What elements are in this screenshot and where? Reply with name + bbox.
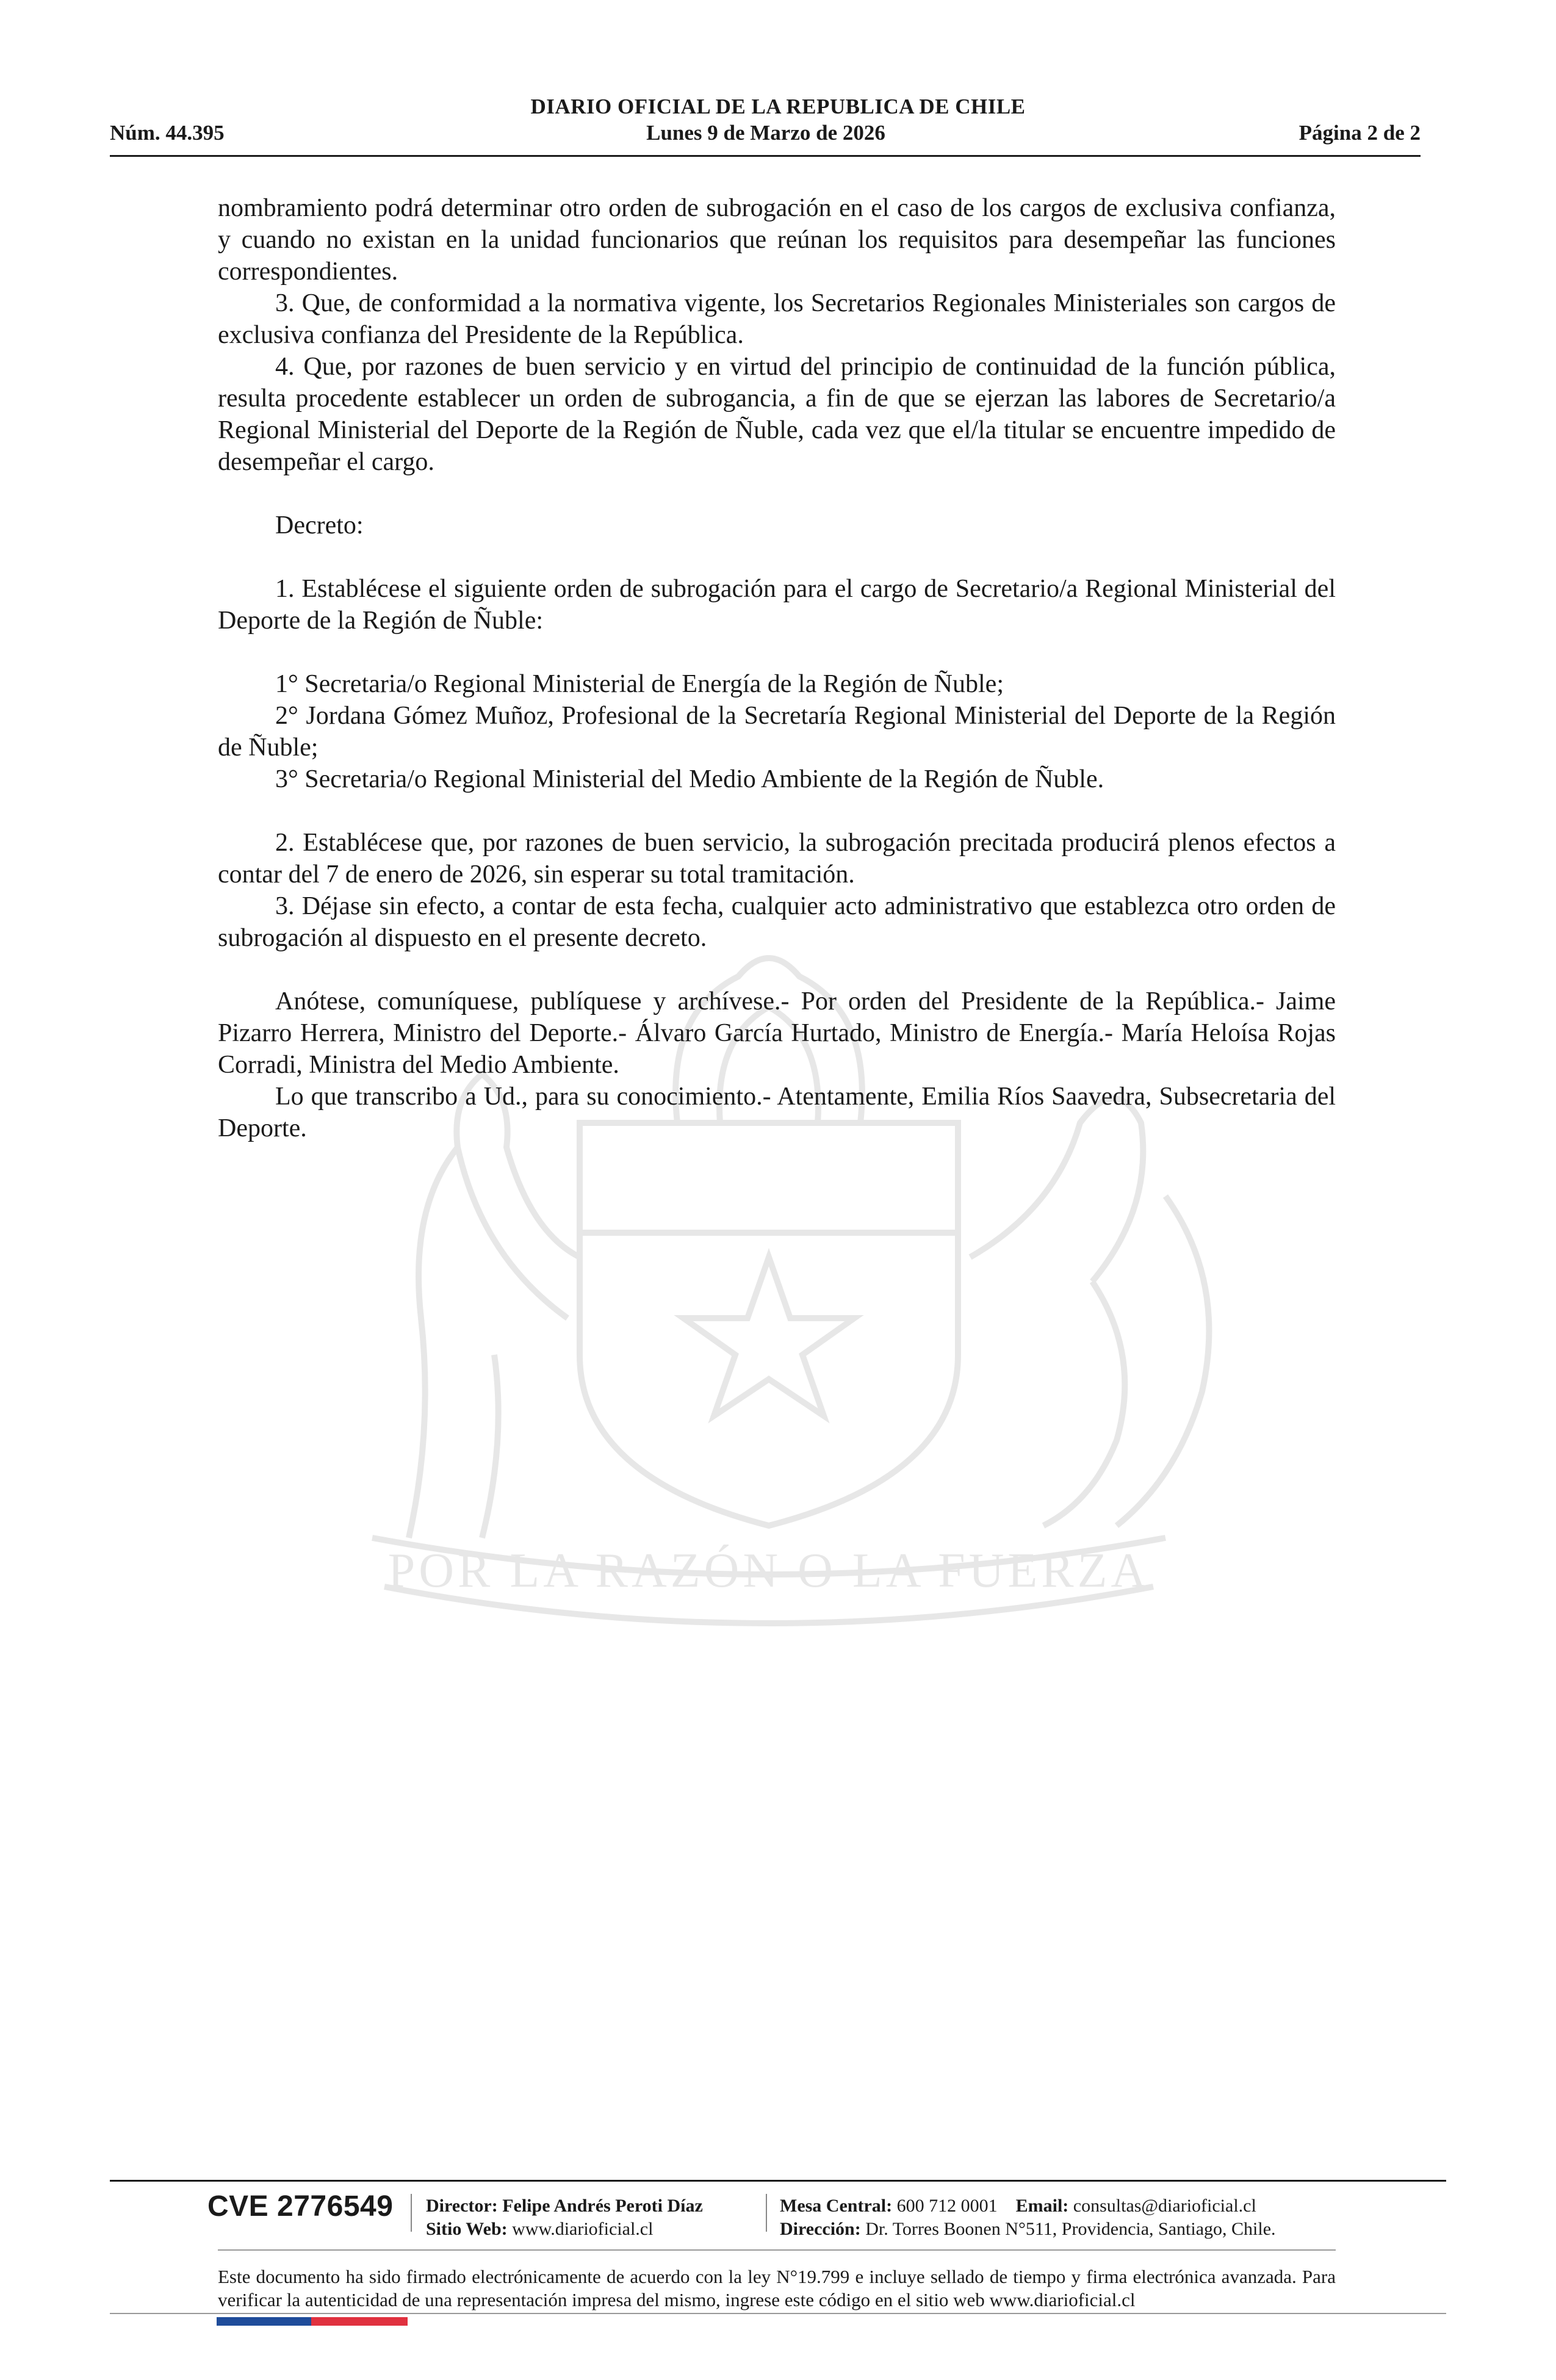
flag-stripe-red	[311, 2317, 408, 2326]
order-item-1: 1° Secretaria/o Regional Ministerial de Energía de la Región de Ñuble;	[275, 670, 1004, 698]
page-indicator: Página 2 de 2	[1298, 121, 1421, 145]
web-label: Sitio Web:	[426, 2219, 508, 2239]
order-item-3: 3° Secretaria/o Regional Ministerial del Medio Ambiente de la Región de Ñuble.	[275, 765, 1104, 793]
electronic-signature-notice: Este documento ha sido firmado electrónicamente de acuerdo con la ley N°19.799 e incluye sellado de tiempo y firma electrónica avanzada. Para verificar la autenticidad de una representación impresa del mismo, ingrese este código en el sitio web www.diarioficial.cl	[218, 2266, 1336, 2310]
director-name: Felipe Andrés Peroti Díaz	[502, 2196, 703, 2216]
document-body	[218, 192, 1336, 1144]
paragraph-considerando-3: 3. Que, de conformidad a la normativa vigente, los Secretarios Regionales Ministeriales son cargos de exclusiva confianza del Presidente de la República.	[218, 289, 1336, 349]
article-1: 1. Establécese el siguiente orden de subrogación para el cargo de Secretario/a Regional Ministerial del Deporte de la Región de Ñuble:	[218, 575, 1336, 635]
article-2: 2. Establécese que, por razones de buen servicio, la subrogación precitada producirá plenos efectos a contar del 7 de enero de 2026, sin esperar su total tramitación.	[218, 829, 1336, 889]
footer-divider-top	[110, 2180, 1446, 2182]
director-label: Director:	[426, 2196, 498, 2216]
paragraph-continuation: nombramiento podrá determinar otro orden de subrogación en el caso de los cargos de exclusiva confianza, y cuando no existan en la unidad funcionarios que reúnan los requisitos para desempeñar las funciones correspondientes.	[218, 194, 1336, 286]
header-divider	[110, 155, 1421, 157]
web-link[interactable]: www.diarioficial.cl	[512, 2219, 654, 2239]
order-item-2: 2° Jordana Gómez Muñoz, Profesional de la Secretaría Regional Ministerial del Deporte de la Región de Ñuble;	[218, 702, 1336, 762]
decreto-heading: Decreto:	[275, 511, 364, 539]
issue-date: Lunes 9 de Marzo de 2026	[646, 121, 885, 145]
email-label: Email:	[1015, 2196, 1069, 2216]
footer-contact-block	[780, 2194, 1276, 2241]
issue-number: Núm. 44.395	[110, 121, 225, 145]
footer-director-block	[426, 2194, 703, 2241]
footer-divider-bottom	[110, 2313, 1446, 2314]
article-3: 3. Déjase sin efecto, a contar de esta fecha, cualquier acto administrativo que establezca otro orden de subrogación al dispuesto en el presente decreto.	[218, 892, 1336, 952]
mesa-phone: 600 712 0001	[896, 2196, 998, 2216]
flag-stripe-blue	[217, 2317, 311, 2326]
mesa-label: Mesa Central:	[780, 2196, 893, 2216]
footer-separator	[411, 2194, 412, 2232]
address-label: Dirección:	[780, 2219, 861, 2239]
address-value: Dr. Torres Boonen N°511, Providencia, Santiago, Chile.	[865, 2219, 1276, 2239]
paragraph-considerando-4: 4. Que, por razones de buen servicio y en virtud del principio de continuidad de la función pública, resulta procedente establecer un orden de subrogancia, a fin de que se ejerzan las labores de Secretario/a Regional Ministerial del Deporte de la Región de Ñuble, cada vez que el/la titular se encuentre impedido de desempeñar el cargo.	[218, 353, 1336, 476]
watermark-motto: POR LA RAZÓN O LA FUERZA	[387, 1544, 1150, 1598]
closing-transcription: Lo que transcribo a Ud., para su conocimiento.- Atentamente, Emilia Ríos Saavedra, Subsecretaria del Deporte.	[218, 1083, 1336, 1142]
email-link[interactable]: consultas@diarioficial.cl	[1073, 2196, 1256, 2216]
closing-signatures: Anótese, comuníquese, publíquese y archívese.- Por orden del Presidente de la República.- Jaime Pizarro Herrera, Ministro del Deporte.- Álvaro García Hurtado, Ministro de Energía.- María Heloísa Rojas Corradi, Ministra del Medio Ambiente.	[218, 987, 1336, 1079]
footer-divider-mid	[218, 2249, 1336, 2251]
footer-separator	[766, 2194, 767, 2232]
newspaper-title: DIARIO OFICIAL DE LA REPUBLICA DE CHILE	[530, 95, 1026, 118]
cve-code: CVE 2776549	[207, 2190, 394, 2223]
